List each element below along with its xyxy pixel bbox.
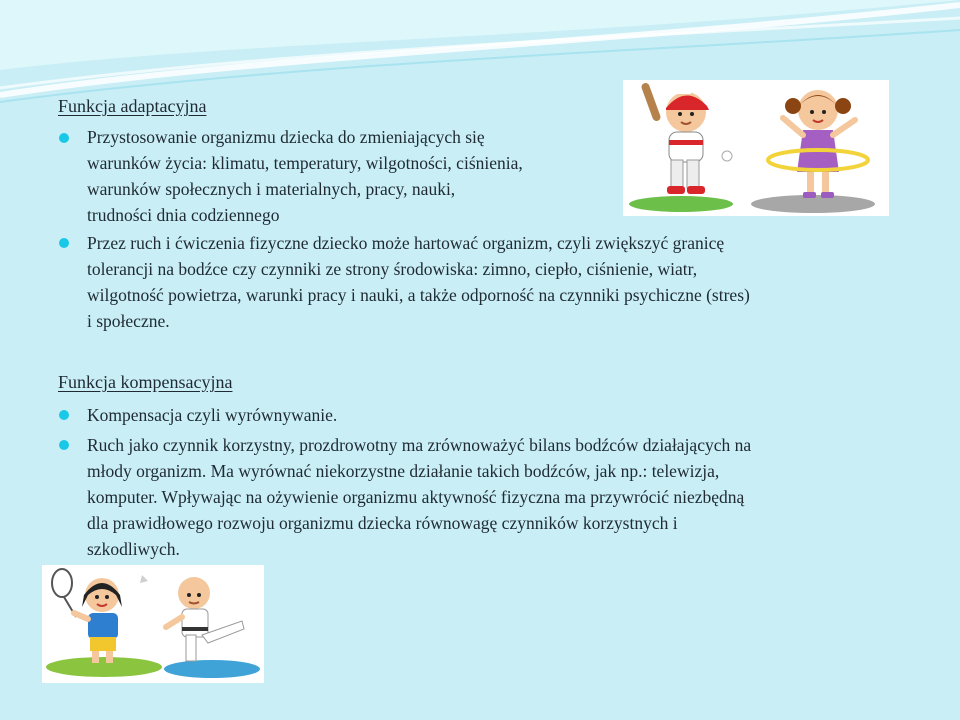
text-line: warunków życia: klimatu, temperatury, wilgotności, ciśnienia, bbox=[87, 153, 523, 173]
bullet-compensation-2 bbox=[87, 432, 751, 562]
text-line: Ruch jako czynnik korzystny, prozdrowotny ma zrównoważyć bilans bodźców działających na bbox=[87, 435, 752, 455]
text-line: warunków społecznych i materialnych, pracy, nauki, bbox=[87, 179, 456, 199]
bullet-compensation-1 bbox=[87, 402, 337, 428]
text-line: trudności dnia codziennego bbox=[87, 205, 280, 225]
text-line: tolerancji na bodźce czy czynniki ze strony środowiska: zimno, ciepło, ciśnienie, wiatr, bbox=[87, 259, 698, 279]
bullet-dot bbox=[59, 238, 69, 248]
heading-funkcja-adaptacyjna: Funkcja adaptacyjna bbox=[58, 96, 207, 116]
bullet-dot bbox=[59, 133, 69, 143]
text-line: młody organizm. Ma wyrównać niekorzystne działanie takich bodźców, jak np.: telewizja, bbox=[87, 461, 720, 481]
baseball-boy-icon bbox=[640, 82, 732, 194]
text-line: Przez ruch i ćwiczenia fizyczne dziecko może hartować organizm, czyli zwiększyć granicę bbox=[87, 233, 725, 253]
hula-hoop-girl-icon bbox=[768, 90, 868, 198]
heading-funkcja-kompensacyjna: Funkcja kompensacyjna bbox=[58, 372, 233, 392]
illustration-kids-top bbox=[623, 80, 889, 216]
badminton-girl-icon bbox=[52, 569, 148, 663]
text-line: szkodliwych. bbox=[87, 539, 180, 559]
karate-boy-icon bbox=[166, 577, 244, 661]
bullet-dot bbox=[59, 440, 69, 450]
illustration-kids-bottom bbox=[42, 565, 264, 683]
text-line: dla prawidłowego rozwoju organizmu dziecka równowagę czynników korzystnych i bbox=[87, 513, 678, 533]
text-line: wilgotność powietrza, warunki pracy i nauki, a także odporność na czynniki psychiczne (stres) bbox=[87, 285, 750, 305]
bullet-dot bbox=[59, 410, 69, 420]
text-line: Kompensacja czyli wyrównywanie. bbox=[87, 405, 338, 425]
bullet-adaptation-2 bbox=[87, 230, 750, 334]
text-line: i społeczne. bbox=[87, 311, 170, 331]
text-line: Przystosowanie organizmu dziecka do zmieniających się bbox=[87, 127, 485, 147]
text-line: komputer. Wpływając na ożywienie organizmu aktywność fizyczna ma przywrócić niezbędną bbox=[87, 487, 745, 507]
bullet-adaptation-1 bbox=[87, 124, 523, 228]
